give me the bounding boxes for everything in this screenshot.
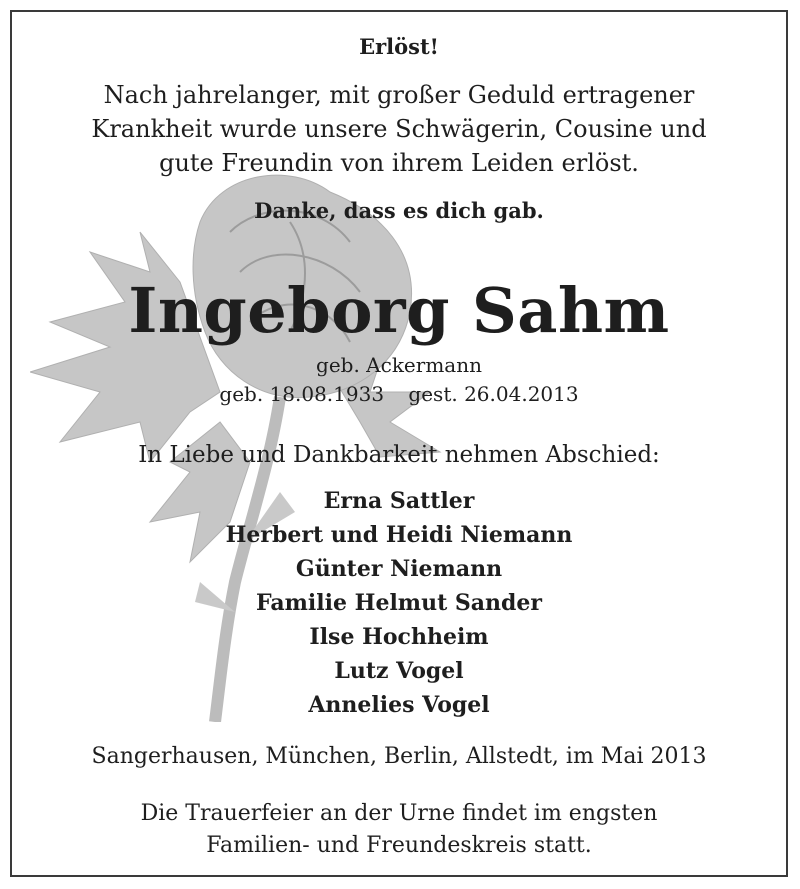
thanks-line: Danke, dass es dich gab. (254, 198, 544, 223)
place-date: Sangerhausen, München, Berlin, Allstedt, im Mai 2013 (91, 744, 707, 769)
death-date: gest. 26.04.2013 (408, 382, 579, 406)
life-dates (12, 382, 786, 406)
funeral-line: Die Trauerfeier an der Urne findet im engsten (140, 801, 658, 826)
list-item: Lutz Vogel (334, 658, 464, 684)
mourner-list (12, 484, 786, 722)
list-item: Herbert und Heidi Niemann (225, 522, 573, 548)
deceased-name: Ingeborg Sahm (128, 274, 670, 347)
list-item: Erna Sattler (323, 488, 475, 514)
funeral-line: Familien- und Freundeskreis statt. (206, 833, 592, 858)
funeral-info (12, 798, 786, 862)
intro-line: Krankheit wurde unsere Schwägerin, Cousine und (91, 115, 707, 143)
maiden-name: geb. Ackermann (316, 353, 482, 377)
notice-heading: Erlöst! (359, 34, 439, 59)
birth-date: geb. 18.08.1933 (219, 382, 385, 406)
list-item: Günter Niemann (295, 556, 503, 582)
farewell-line: In Liebe und Dankbarkeit nehmen Abschied: (138, 442, 660, 468)
list-item: Annelies Vogel (308, 692, 490, 718)
intro-text (12, 78, 786, 180)
obituary-notice (10, 10, 788, 877)
list-item: Ilse Hochheim (309, 624, 489, 650)
list-item: Familie Helmut Sander (255, 590, 543, 616)
intro-line: Nach jahrelanger, mit großer Geduld ertragener (103, 81, 695, 109)
intro-line: gute Freundin von ihrem Leiden erlöst. (159, 149, 639, 177)
